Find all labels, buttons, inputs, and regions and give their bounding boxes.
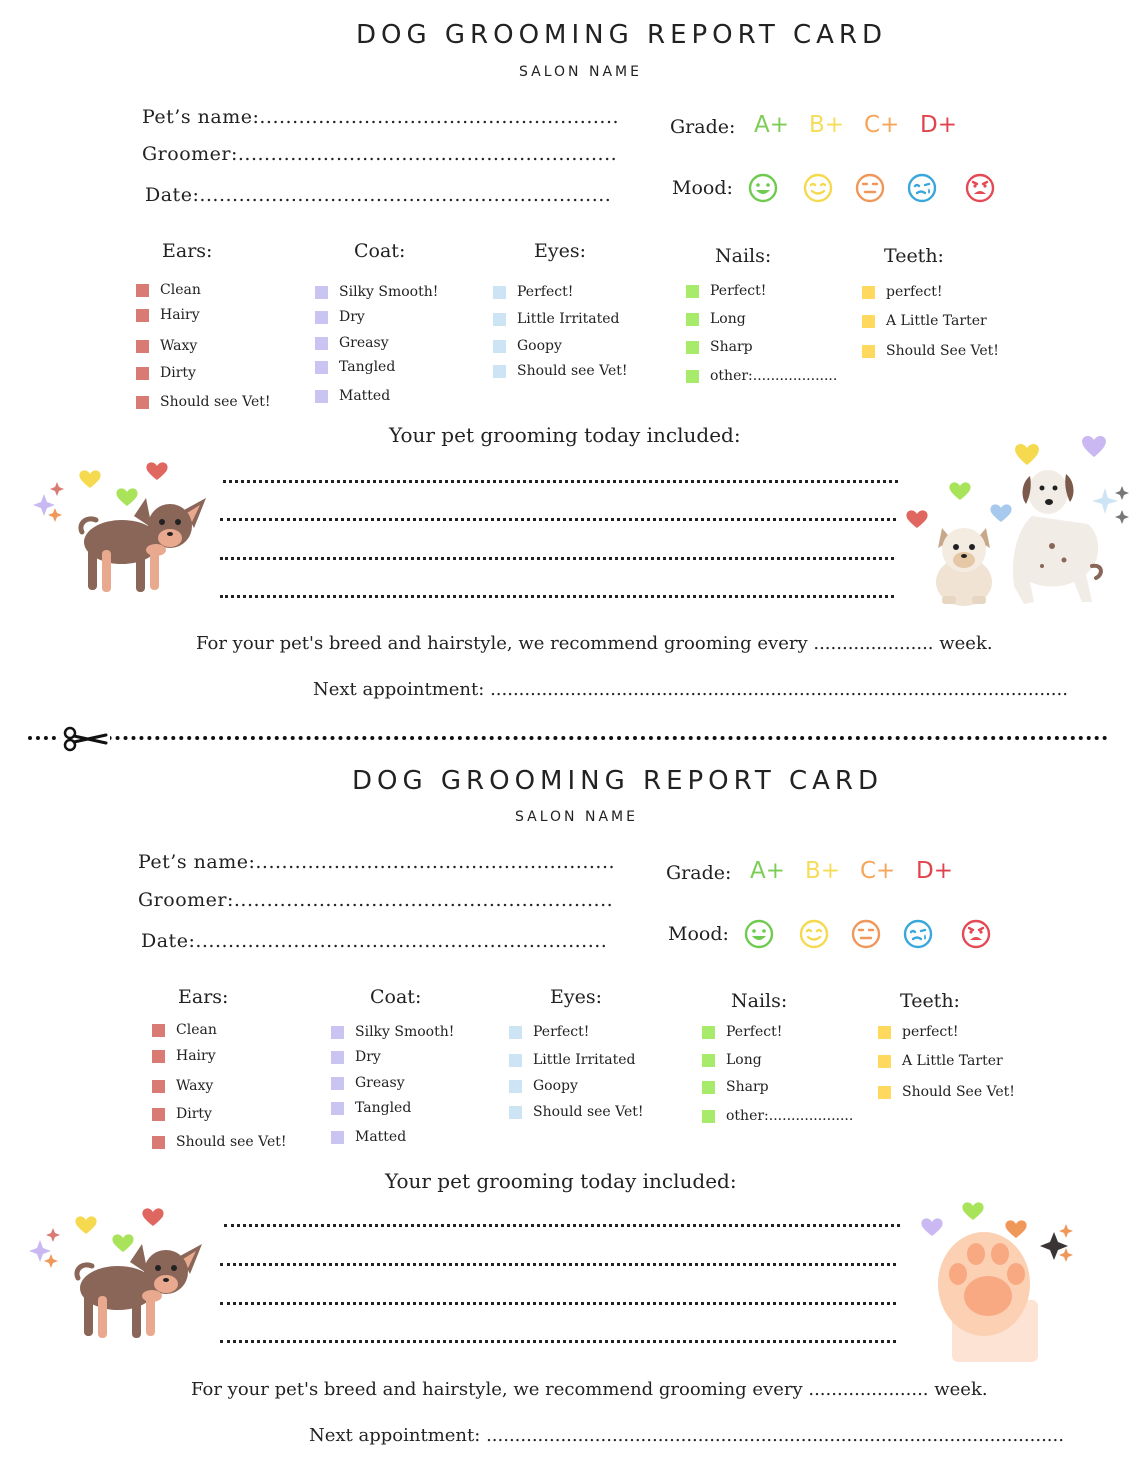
checklist-item-label: Sharp bbox=[726, 1079, 769, 1095]
checklist-item[interactable] bbox=[509, 1024, 589, 1040]
crying-face-icon[interactable] bbox=[906, 172, 938, 208]
checkbox[interactable] bbox=[136, 284, 149, 297]
checklist-item-label: Hairy bbox=[176, 1048, 216, 1064]
checkbox[interactable] bbox=[862, 345, 875, 358]
checkbox[interactable] bbox=[878, 1026, 891, 1039]
included-line-2[interactable] bbox=[220, 1263, 896, 1266]
checkbox[interactable] bbox=[493, 313, 506, 326]
groomer-field[interactable]: Groomer:.......................................................... bbox=[142, 143, 618, 165]
chihuahua-illustration bbox=[24, 458, 214, 608]
checklist-item-label: other:................... bbox=[710, 368, 838, 384]
checklist-item[interactable] bbox=[878, 1084, 1015, 1100]
checklist-item-label: Waxy bbox=[176, 1078, 214, 1094]
checkbox[interactable] bbox=[862, 315, 875, 328]
checklist-item-label: Dirty bbox=[176, 1106, 212, 1122]
date-field[interactable]: Date:............................................................... bbox=[141, 930, 608, 952]
checklist-item-label: Should see Vet! bbox=[176, 1134, 287, 1150]
checklist-item[interactable] bbox=[331, 1129, 406, 1145]
checkbox[interactable] bbox=[509, 1054, 522, 1067]
included-line-1[interactable] bbox=[224, 1224, 900, 1227]
checkbox[interactable] bbox=[331, 1131, 344, 1144]
checklist-item-label: Perfect! bbox=[710, 283, 767, 299]
recommendation-line bbox=[191, 1379, 988, 1400]
checklist-item[interactable] bbox=[862, 313, 987, 329]
next-appointment-line bbox=[313, 679, 1068, 700]
date-field[interactable]: Date:............................................................... bbox=[145, 184, 612, 206]
cut-line bbox=[28, 736, 1108, 740]
checkbox[interactable] bbox=[152, 1136, 165, 1149]
checklist-item-label: Long bbox=[726, 1052, 762, 1068]
recommendation-text: For your pet's breed and hairstyle, we recommend grooming every bbox=[191, 1379, 803, 1400]
next-appointment-line bbox=[309, 1425, 1064, 1446]
checklist-item-label: Should See Vet! bbox=[886, 343, 999, 359]
checklist-item-label: Dry bbox=[355, 1049, 381, 1065]
checkbox[interactable] bbox=[152, 1050, 165, 1063]
checkbox[interactable] bbox=[331, 1077, 344, 1090]
checklist-item[interactable] bbox=[331, 1049, 381, 1065]
checklist-item-label: perfect! bbox=[886, 284, 943, 300]
checklist-item-label: Tangled bbox=[339, 359, 396, 375]
checklist-item-label: Clean bbox=[176, 1022, 217, 1038]
grade-option-1[interactable]: B+ bbox=[809, 112, 845, 138]
checkbox[interactable] bbox=[493, 340, 506, 353]
checklist-item-label: Should See Vet! bbox=[902, 1084, 1015, 1100]
checklist-item-label: Clean bbox=[160, 282, 201, 298]
next-appointment-blank[interactable]: ..................................................................................................... bbox=[490, 679, 1068, 700]
checklist-item[interactable] bbox=[509, 1104, 644, 1120]
checkbox[interactable] bbox=[686, 285, 699, 298]
grade-option-2[interactable]: C+ bbox=[860, 858, 896, 884]
card-title: DOG GROOMING REPORT CARD bbox=[356, 20, 887, 50]
checklist-item-label: Matted bbox=[355, 1129, 407, 1145]
checklist-item[interactable] bbox=[686, 368, 837, 384]
grade-option-3[interactable]: D+ bbox=[916, 858, 953, 884]
report-card-bottom bbox=[0, 746, 1140, 1476]
checklist-item[interactable] bbox=[136, 365, 196, 381]
two-dogs-illustration bbox=[902, 436, 1138, 614]
checklist-item[interactable] bbox=[315, 359, 395, 375]
category-heading: Teeth: bbox=[900, 990, 960, 1012]
checkbox[interactable] bbox=[509, 1026, 522, 1039]
recommendation-text: For your pet's breed and hairstyle, we recommend grooming every bbox=[196, 633, 808, 654]
checklist-item-label: Dirty bbox=[160, 365, 196, 381]
checklist-item-label: Waxy bbox=[160, 338, 198, 354]
checklist-item[interactable] bbox=[493, 363, 628, 379]
included-line-3[interactable] bbox=[220, 1302, 896, 1305]
checklist-item[interactable] bbox=[152, 1134, 287, 1150]
frequency-blank[interactable]: ..................... bbox=[813, 633, 934, 654]
report-card-top bbox=[0, 0, 1140, 730]
checklist-item-label: Long bbox=[710, 311, 746, 327]
category-heading: Ears: bbox=[178, 986, 229, 1008]
checkbox[interactable] bbox=[702, 1110, 715, 1123]
groomer-field[interactable]: Groomer:.......................................................... bbox=[138, 889, 614, 911]
checkbox[interactable] bbox=[686, 341, 699, 354]
checklist-item-label: A Little Tarter bbox=[886, 313, 987, 329]
checkbox[interactable] bbox=[315, 311, 328, 324]
checkbox[interactable] bbox=[315, 361, 328, 374]
checklist-item[interactable] bbox=[493, 284, 573, 300]
checklist-item[interactable] bbox=[493, 311, 619, 327]
checklist-item-label: Matted bbox=[339, 388, 391, 404]
pets-name-field[interactable]: Pet’s name:....................................................... bbox=[138, 851, 616, 873]
mood-label: Mood: bbox=[672, 177, 733, 199]
checkbox[interactable] bbox=[136, 309, 149, 322]
grade-option-0[interactable]: A+ bbox=[750, 858, 786, 884]
checkbox[interactable] bbox=[493, 365, 506, 378]
checkbox[interactable] bbox=[315, 286, 328, 299]
pets-name-field[interactable]: Pet’s name:....................................................... bbox=[142, 106, 620, 128]
angry-face-icon[interactable] bbox=[964, 172, 996, 208]
checklist-item[interactable] bbox=[878, 1053, 1003, 1069]
checkbox[interactable] bbox=[702, 1081, 715, 1094]
salon-name: SALON NAME bbox=[519, 64, 642, 80]
included-line-3[interactable] bbox=[220, 557, 894, 560]
checklist-item[interactable] bbox=[702, 1024, 782, 1040]
category-heading: Coat: bbox=[354, 240, 406, 262]
checklist-item[interactable] bbox=[686, 339, 753, 355]
checklist-item[interactable] bbox=[152, 1022, 217, 1038]
checklist-item-label: Greasy bbox=[339, 335, 389, 351]
checklist-item[interactable] bbox=[702, 1108, 853, 1124]
checklist-item-label: Little Irritated bbox=[517, 311, 620, 327]
checklist-item-label: Hairy bbox=[160, 307, 200, 323]
checkbox[interactable] bbox=[493, 286, 506, 299]
checklist-item[interactable] bbox=[315, 335, 389, 351]
checkbox[interactable] bbox=[878, 1055, 891, 1068]
happy-face-icon[interactable] bbox=[743, 918, 775, 954]
next-appointment-blank[interactable]: ..................................................................................................... bbox=[486, 1425, 1064, 1446]
checklist-item[interactable] bbox=[686, 283, 766, 299]
grade-option-3[interactable]: D+ bbox=[920, 112, 957, 138]
frequency-blank[interactable]: ..................... bbox=[808, 1379, 929, 1400]
category-heading: Teeth: bbox=[884, 245, 944, 267]
checkbox[interactable] bbox=[331, 1051, 344, 1064]
checklist-item-label: Goopy bbox=[517, 338, 562, 354]
mood-label: Mood: bbox=[668, 923, 729, 945]
category-heading: Eyes: bbox=[550, 986, 602, 1008]
recommendation-line bbox=[196, 633, 993, 654]
checklist-item[interactable] bbox=[878, 1024, 959, 1040]
chihuahua-illustration bbox=[20, 1204, 210, 1354]
crying-face-icon[interactable] bbox=[902, 918, 934, 954]
checklist-item[interactable] bbox=[509, 1078, 578, 1094]
checklist-item-label: Should see Vet! bbox=[533, 1104, 644, 1120]
checklist-item-label: Greasy bbox=[355, 1075, 405, 1091]
checklist-item-label: Little Irritated bbox=[533, 1052, 636, 1068]
checkbox[interactable] bbox=[686, 313, 699, 326]
checkbox[interactable] bbox=[509, 1080, 522, 1093]
neutral-face-icon[interactable] bbox=[850, 918, 882, 954]
checklist-item[interactable] bbox=[331, 1024, 454, 1040]
checklist-item[interactable] bbox=[136, 338, 197, 354]
category-heading: Ears: bbox=[162, 240, 213, 262]
next-appointment-label: Next appointment: bbox=[313, 679, 485, 700]
checklist-item[interactable] bbox=[331, 1100, 411, 1116]
frequency-unit: week. bbox=[939, 633, 993, 654]
checklist-item[interactable] bbox=[686, 311, 746, 327]
checkbox[interactable] bbox=[878, 1086, 891, 1099]
angry-face-icon[interactable] bbox=[960, 918, 992, 954]
checklist-item[interactable] bbox=[509, 1052, 635, 1068]
checkbox[interactable] bbox=[686, 370, 699, 383]
checklist-item-label: Tangled bbox=[355, 1100, 412, 1116]
included-line-1[interactable] bbox=[223, 480, 898, 483]
included-heading: Your pet grooming today included: bbox=[385, 1169, 737, 1193]
checkbox[interactable] bbox=[136, 396, 149, 409]
checkbox[interactable] bbox=[136, 340, 149, 353]
next-appointment-label: Next appointment: bbox=[309, 1425, 481, 1446]
checklist-item-label: Perfect! bbox=[533, 1024, 590, 1040]
checklist-item[interactable] bbox=[493, 338, 562, 354]
included-heading: Your pet grooming today included: bbox=[389, 423, 741, 447]
checkbox[interactable] bbox=[702, 1054, 715, 1067]
frequency-unit: week. bbox=[934, 1379, 988, 1400]
checkbox[interactable] bbox=[509, 1106, 522, 1119]
paw-illustration bbox=[912, 1200, 1082, 1366]
checklist-item-label: Silky Smooth! bbox=[339, 284, 439, 300]
checklist-item[interactable] bbox=[152, 1048, 216, 1064]
grade-option-1[interactable]: B+ bbox=[805, 858, 841, 884]
checklist-item-label: Silky Smooth! bbox=[355, 1024, 455, 1040]
grade-option-2[interactable]: C+ bbox=[864, 112, 900, 138]
checklist-item[interactable] bbox=[152, 1106, 212, 1122]
included-line-4[interactable] bbox=[220, 1340, 896, 1343]
checklist-item[interactable] bbox=[331, 1075, 405, 1091]
checkbox[interactable] bbox=[152, 1024, 165, 1037]
checklist-item[interactable] bbox=[136, 394, 271, 410]
checklist-item[interactable] bbox=[136, 282, 201, 298]
checklist-item[interactable] bbox=[315, 388, 390, 404]
checklist-item-label: Should see Vet! bbox=[160, 394, 271, 410]
happy-face-icon[interactable] bbox=[747, 172, 779, 208]
checklist-item-label: A Little Tarter bbox=[902, 1053, 1003, 1069]
neutral-face-icon[interactable] bbox=[854, 172, 886, 208]
checklist-item[interactable] bbox=[152, 1078, 213, 1094]
smiling-face-icon[interactable] bbox=[802, 172, 834, 208]
checklist-item-label: Perfect! bbox=[517, 284, 574, 300]
grade-label: Grade: bbox=[670, 116, 736, 138]
checkbox[interactable] bbox=[331, 1102, 344, 1115]
checklist-item[interactable] bbox=[315, 309, 365, 325]
checklist-item-label: Sharp bbox=[710, 339, 753, 355]
checkbox[interactable] bbox=[152, 1108, 165, 1121]
checklist-item[interactable] bbox=[862, 284, 943, 300]
grade-option-0[interactable]: A+ bbox=[754, 112, 790, 138]
category-heading: Eyes: bbox=[534, 240, 586, 262]
checklist-item[interactable] bbox=[702, 1079, 769, 1095]
checklist-item-label: Dry bbox=[339, 309, 365, 325]
included-line-4[interactable] bbox=[220, 595, 894, 598]
checkbox[interactable] bbox=[331, 1026, 344, 1039]
checklist-item[interactable] bbox=[862, 343, 999, 359]
checklist-item-label: other:................... bbox=[726, 1108, 854, 1124]
checklist-item-label: Perfect! bbox=[726, 1024, 783, 1040]
category-heading: Nails: bbox=[731, 990, 788, 1012]
checkbox[interactable] bbox=[136, 367, 149, 380]
checkbox[interactable] bbox=[315, 390, 328, 403]
grade-label: Grade: bbox=[666, 862, 732, 884]
category-heading: Nails: bbox=[715, 245, 772, 267]
included-line-2[interactable] bbox=[220, 518, 896, 521]
checkbox[interactable] bbox=[152, 1080, 165, 1093]
checklist-item[interactable] bbox=[702, 1052, 762, 1068]
card-title: DOG GROOMING REPORT CARD bbox=[352, 766, 883, 796]
category-heading: Coat: bbox=[370, 986, 422, 1008]
checklist-item[interactable] bbox=[136, 307, 200, 323]
checkbox[interactable] bbox=[702, 1026, 715, 1039]
checklist-item-label: Goopy bbox=[533, 1078, 578, 1094]
checklist-item-label: perfect! bbox=[902, 1024, 959, 1040]
checklist-item[interactable] bbox=[315, 284, 438, 300]
salon-name: SALON NAME bbox=[515, 809, 638, 825]
checkbox[interactable] bbox=[315, 337, 328, 350]
checkbox[interactable] bbox=[862, 286, 875, 299]
checklist-item-label: Should see Vet! bbox=[517, 363, 628, 379]
smiling-face-icon[interactable] bbox=[798, 918, 830, 954]
